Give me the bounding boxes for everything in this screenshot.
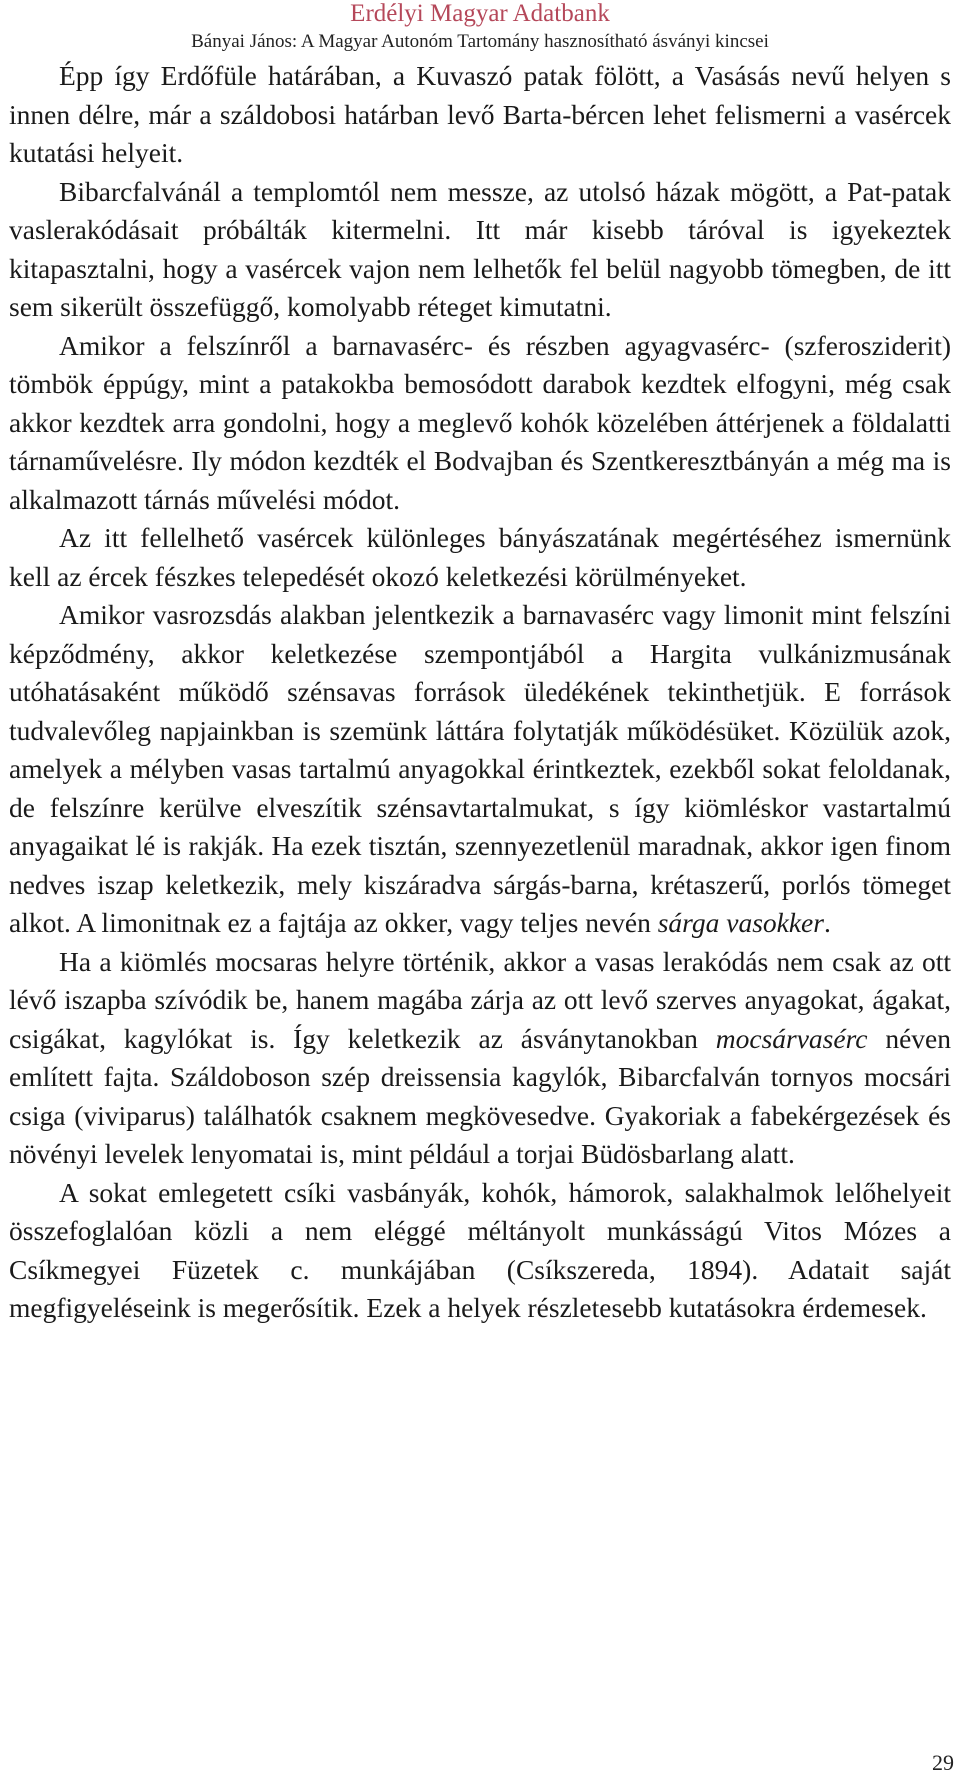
site-title[interactable]: Erdélyi Magyar Adatbank: [350, 0, 610, 27]
page-number: 29: [932, 1750, 954, 1775]
paragraph-text: .: [823, 907, 831, 938]
paragraph: [9, 943, 951, 1174]
paragraph-text: Bibarcfalvánál a templomtól nem messze, az utolsó házak mögött, a Pat-patak vaslerakódásait próbálták kitermelni. Itt már kisebb táróval is igyekeztek kitapasztalni, hogy a vasércek vajon nem lelhetők fel belül nagyobb tömegben, de itt sem sikerült összefüggő, komolyabb réteget kimutatni.: [9, 175, 951, 322]
paragraph-text: A sokat emlegetett csíki vasbányák, kohók, hámorok, salakhalmok lelőhelyeit összefoglalóan közli a nem eléggé méltányolt munkásságú Vitos Mózes a Csíkmegyei Füzetek c. munkájában (Csíkszereda, 1894). Adatait saját megfigyeléseink is megerősítik. Ezek a helyek részletesebb kutatásokra érdemesek.: [9, 1176, 951, 1323]
paragraph: [9, 596, 951, 943]
paragraph-text: Amikor a felszínről a barnavasérc- és részben agyagvasérc- (szferosziderit) tömbök éppúgy, mint a patakokba bemosódott darabok kezdtek elfogyni, még csak akkor kezdtek arra gondolni, hogy a meglevő kohók közelében áttérjenek a földalatti tárnaművelésre. Ily módon kezdték el Bodvajban és Szentkeresztbányán a még ma is alkalmazott tárnás művelési módot.: [9, 329, 951, 515]
paragraph-text: Épp így Erdőfüle határában, a Kuvaszó patak fölött, a Vasásás nevű helyen s innen délre, már a száldobosi határban levő Barta-bércen lehet felismerni a vasércek kutatási helyeit.: [9, 60, 951, 168]
paragraph-text: Ha a kiömlés mocsaras helyre történik, akkor a vasas lerakódás nem csak az ott lévő iszapba szívódik be, hanem magába zárja az ott levő szerves anyagokat, ágakat, csigákat, kagylókat is. Így keletkezik az ásványtanokban: [9, 945, 951, 1054]
italic-term: sárga vasokker: [657, 907, 824, 938]
running-head: Bányai János: A Magyar Autonóm Tartomány hasznosítható ásványi kincsei: [191, 31, 769, 52]
paragraph: [9, 327, 951, 520]
paragraph: [9, 173, 951, 327]
paragraph-text: néven említett fajta. Száldoboson szép dreissensia kagylók, Bibarcfalván tornyos mocsári csiga (viviparus) találhatók csaknem megkövesedve. Gyakoriak a fabekérgezések és növényi levelek lenyomatai is, mint például a torjai Büdösbarlang alatt.: [9, 1022, 951, 1169]
paragraph-text: Amikor vasrozsdás alakban jelentkezik a barnavasérc vagy limonit mint felszíni képződmény, akkor keletkezése szempontjából a Hargita vulkánizmusának utóhatásaként működő szénsavas források üledékének tekinthetjük. E források tudvalevőleg napjainkban is szemünk láttára folytatják működésüket. Közülük azok, amelyek a mélyben vasas tartalmú anyagokkal érintkeztek, ezekből sokat feloldanak, de felszínre kerülve elveszítik szénsavtartalmukat, s így kiömléskor vastartalmú anyagaikat lé is rakják. Ha ezek tisztán, szennyezetlenül maradnak, akkor igen finom nedves iszap keletkezik, mely kiszáradva sárgás-barna, krétaszerű, porlós tömeget alkot. A limonitnak ez a fajtája az okker, vagy teljes nevén: [9, 599, 951, 938]
paragraph: [9, 57, 951, 173]
paragraph-text: Az itt fellelhető vasércek különleges bányászatának megértéséhez ismernünk kell az ércek fészkes telepedését okozó keletkezési körülményeket.: [9, 522, 951, 592]
body-text: [9, 57, 951, 1328]
paragraph: [9, 519, 951, 596]
paragraph: [9, 1174, 951, 1328]
italic-term: mocsárvasérc: [715, 1022, 868, 1054]
